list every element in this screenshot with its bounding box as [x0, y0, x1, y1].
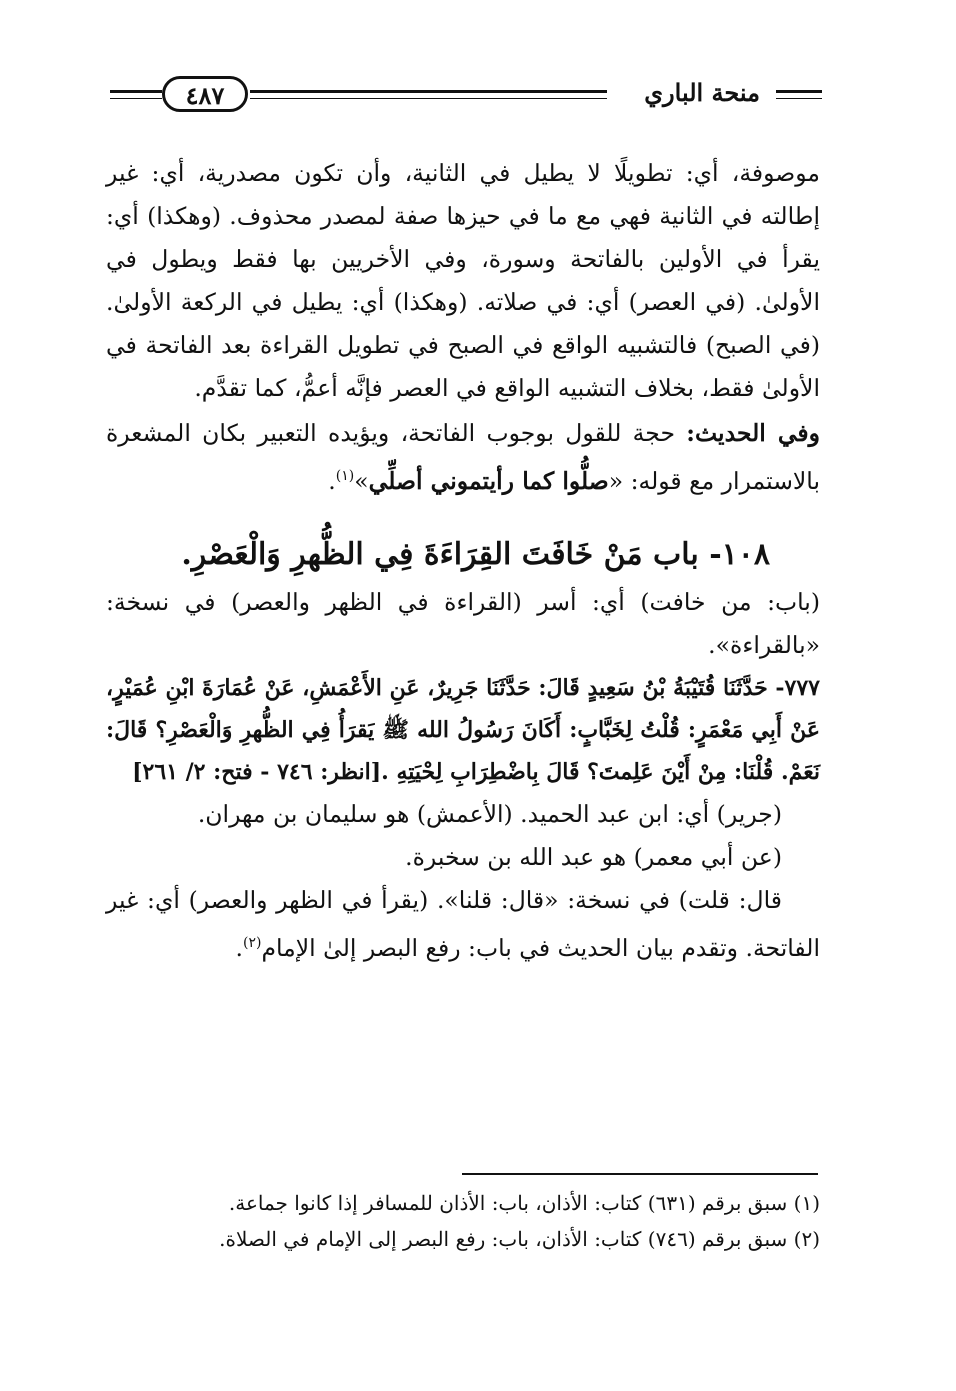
hadith-quote: صلُّوا كما رأيتموني أصلِّي — [368, 466, 609, 495]
page-number: ٤٨٧ — [162, 76, 248, 112]
commentary-line: (عن أبي معمر) هو عبد الله بن سخبرة. — [405, 842, 782, 871]
header-rule — [250, 98, 607, 99]
page-body — [106, 152, 820, 970]
hadith-note-paragraph — [106, 412, 820, 503]
commentary-line: (جرير) أي: ابن عبد الحميد. (الأعمش) هو سليمان بن مهران. — [197, 799, 782, 828]
commentary-text: قال: قلت) في نسخة: «قال: قلنا». (يقرأ في الظهر والعصر) أي: غير الفاتحة. وتقدم بيان الحديث في باب: رفع البصر إلىٰ الإمام — [106, 885, 820, 962]
chapter-note: (باب: من خافت) أي: أسر (القراءة في الظهر والعصر) في نسخة: «بالقراءة». — [106, 587, 820, 659]
hadith-text: ٧٧٧- حَدَّثَنَا قُتَيْبَةُ بْنُ سَعِيدٍ قَالَ: حَدَّثَنَا جَرِيرٌ، عَنِ الأَعْمَشِ، عَنْ عُمَارَةَ ابْنِ عُمَيْرٍ، عَنْ أَبِي مَعْمَرٍ: قُلْتُ لِخَبَّابٍ: أَكَانَ رَسُولُ الله ﷺ يَقرَأُ فِي الظُّهرِ وَالْعَصْرِ؟ قَالَ: نَعَمْ. قُلْنَا: مِنْ أَيْنَ عَلِمتَ؟ قَالَ بِاضْطِرَابِ لِحْيَتِهِ .[انظر: ٧٤٦ - فتح: ٢/ ٢٦١] — [106, 674, 820, 785]
footnote-ref-1[interactable]: (١) — [335, 468, 355, 484]
header-rule — [250, 90, 607, 93]
commentary-paragraph: موصوفة، أي: تطويلًا لا يطيل في الثانية، وأن تكون مصدرية، أي: غير إطالته في الثانية فهي مع ما في حيزها صفة لمصدر محذوف. (وهكذا) أي: يقرأ في الأولين بالفاتحة وسورة، وفي الأخريين بها فقط ويطول في الأولىٰ. (في العصر) أي: في صلاته. (وهكذا) أي: يطيل في الركعة الأولىٰ. (في الصبح) فالتشبيه الواقع في الصبح في تطويل القراءة بعد الفاتحة في الأولىٰ فقط، بخلاف التشبيه الواقع في العصر فإنَّه أعمُّ، كما تقدَّم. — [106, 159, 820, 402]
header-rule — [110, 90, 162, 93]
footnote-2: (٢) سبق برقم (٧٤٦) كتاب: الأذان، باب: رفع البصر إلى الإمام في الصلاة. — [219, 1227, 820, 1251]
hadith-note-lead: وفي الحديث: — [686, 419, 820, 447]
header-rule — [110, 98, 162, 99]
footnote-1: (١) سبق برقم (٦٣١) كتاب: الأذان، باب: الأذان للمسافر إذا كانوا جماعة. — [228, 1191, 820, 1215]
footnote-separator — [462, 1173, 818, 1175]
header-rule — [776, 98, 822, 99]
commentary-line — [106, 879, 820, 970]
hadith-note-text: حجة للقول بوجوب الفاتحة، ويؤيده التعبير بكان المشعرة بالاستمرار مع قوله: « — [106, 419, 820, 495]
commentary-end: . — [235, 933, 243, 962]
page-header — [110, 76, 822, 122]
footnote-ref-2[interactable]: (٢) — [242, 934, 262, 951]
chapter-title: ١٠٨- باب مَنْ خَافَتَ القِرَاءَةَ فِي الظُّهرِ وَالْعَصْرِ. — [181, 536, 770, 572]
footnotes — [106, 1185, 820, 1257]
header-rule — [776, 90, 822, 93]
hadith-quote-close: » — [354, 466, 369, 495]
running-title: منحة الباري — [644, 78, 760, 107]
hadith-note-end: . — [328, 466, 336, 495]
